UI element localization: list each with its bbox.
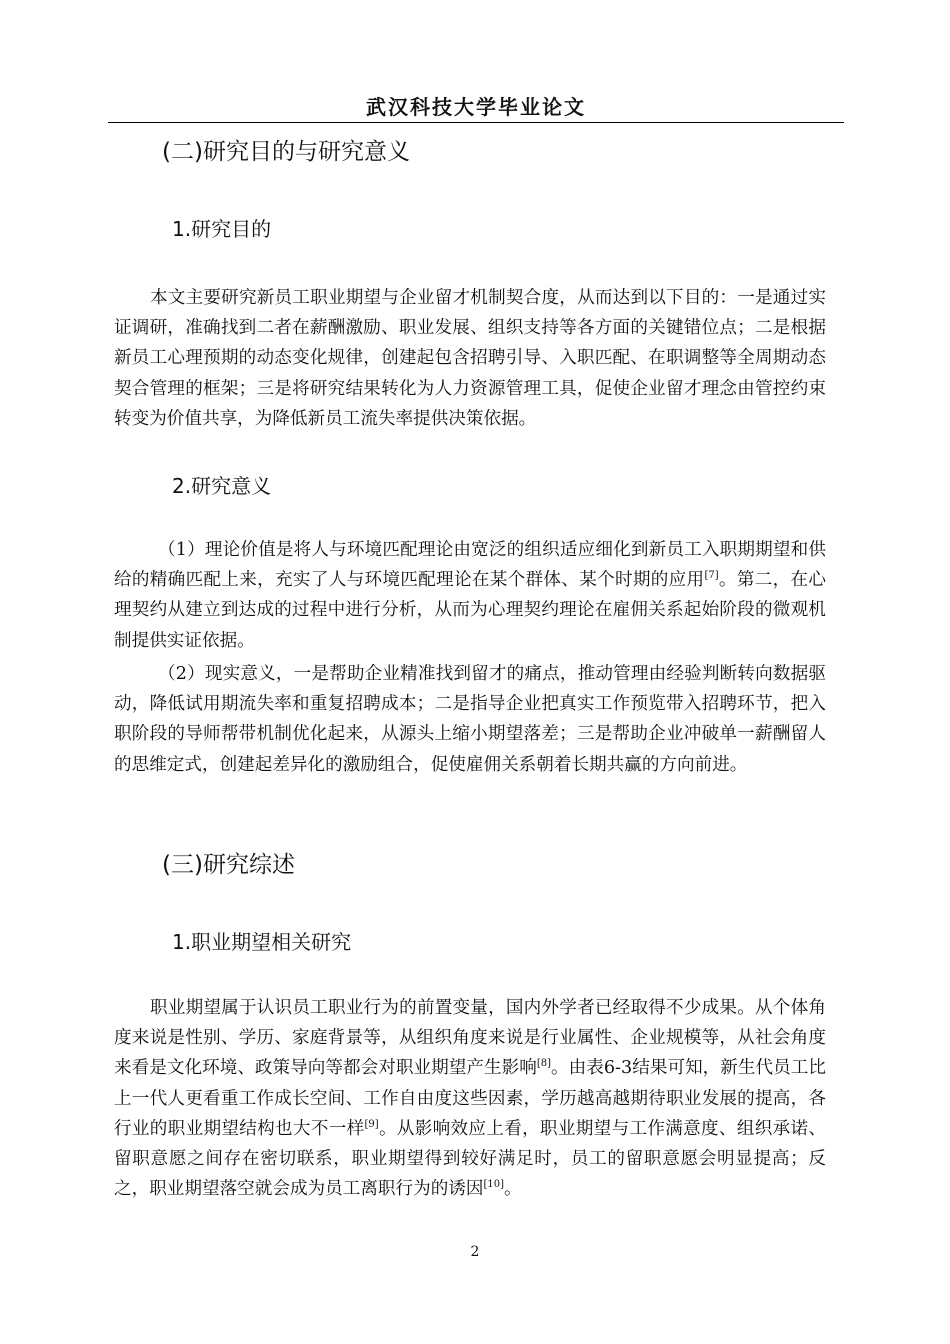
citation-ref-7: [7] <box>704 570 719 582</box>
paragraph-practical-significance: （2）现实意义，一是帮助企业精准找到留才的痛点，推动管理由经验判断转向数据驱动，降低试用期流失率和重复招聘成本；二是指导企业把真实工作预览带入招聘环节，把入职阶段的导师帮带机制优化起来，从源头上缩小期望落差；三是帮助企业冲破单一薪酬留人的思维定式，创建起差异化的激励组合，促使雇佣关系朝着长期共赢的方向前进。 <box>114 664 826 775</box>
text-run: 。由表6-3结果可知，新生代员工比上一代人更看重工作成长空间、工作自由度这些因素，学历越高越期待职业发展的提高，各行业的职业期望结构也大不一样 <box>114 1058 826 1139</box>
citation-ref-9: [9] <box>364 1118 379 1130</box>
text-run: 。第二，在心理契约从建立到达成的过程中进行分析，从而为心理契约理论在雇佣关系起始阶段的微观机制提供实证依据。 <box>114 570 826 651</box>
section-heading-2: (二)研究目的与研究意义 <box>162 139 410 165</box>
citation-ref-8: [8] <box>536 1058 551 1070</box>
page-number: 2 <box>470 1244 480 1260</box>
paragraph-career-expectation <box>114 993 826 1204</box>
paragraph-research-purpose: 本文主要研究新员工职业期望与企业留才机制契合度，从而达到以下目的：一是通过实证调研，准确找到二者在薪酬激励、职业发展、组织支持等各方面的关键错位点；二是根据新员工心理预期的动态变化规律，创建起包含招聘引导、入职匹配、在职调整等全周期动态契合管理的框架；三是将研究结果转化为人力资源管理工具，促使企业留才理念由管控约束转变为价值共享，为降低新员工流失率提供决策依据。 <box>114 288 826 429</box>
text-run: 。从影响效应上看，职业期望与工作满意度、组织承诺、留职意愿之间存在密切联系，职业期望得到较好满足时，员工的留职意愿会明显提高；反之，职业期望落空就会成为员工离职行为的诱因 <box>114 1118 826 1200</box>
text-run: 职业期望属于认识员工职业行为的前置变量，国内外学者已经取得不少成果。从个体角度来说是性别、学历、家庭背景等，从组织角度来说是行业属性、企业规模等，从社会角度来看是文化环境、政策导向等都会对职业期望产生影响 <box>114 998 826 1079</box>
subsection-heading-research-purpose: 1.研究目的 <box>172 217 272 241</box>
running-header <box>108 92 844 123</box>
section-heading-3: (三)研究综述 <box>162 852 295 878</box>
citation-ref-10: [10] <box>483 1179 505 1191</box>
text-run: 。 <box>504 1179 522 1200</box>
header-title: 武汉科技大学毕业论文 <box>366 95 586 119</box>
subsection-heading-career-expectation: 1.职业期望相关研究 <box>172 930 352 954</box>
text-run: （1）理论价值是将人与环境匹配理论由宽泛的组织适应细化到新员工入职期期望和供给的精确匹配上来，充实了人与环境匹配理论在某个群体、某个时期的应用 <box>114 540 826 591</box>
paragraph-theoretical-value <box>114 535 826 656</box>
subsection-heading-research-significance: 2.研究意义 <box>172 474 272 498</box>
